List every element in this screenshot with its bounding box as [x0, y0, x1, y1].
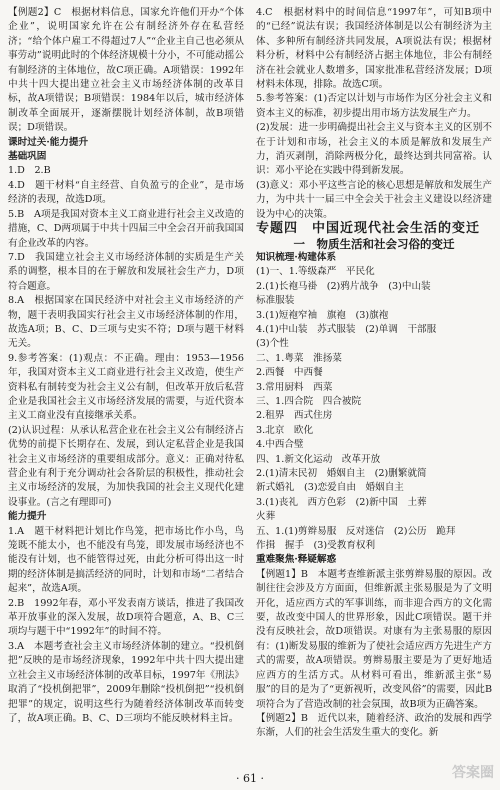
paragraph: 7.D 我国建立社会主义市场经济体制的实质是生产关系的调整，根本目的在于解放和发展社会生产力，D项符合题意。: [8, 251, 244, 292]
outline-line: (3)个性: [256, 338, 289, 350]
paragraph: 1.D 2.B: [8, 165, 51, 177]
outline-line: 三、1.四合院 四合被院: [256, 395, 362, 407]
outline-line: 火葬: [256, 511, 276, 523]
outline-line: 2.租界 西式住房: [256, 410, 333, 422]
outline-line: 2.(1)长袍马褂 (2)鸦片战争 (3)中山装: [256, 280, 431, 292]
section-heading: 重难聚焦·释疑解惑: [256, 554, 337, 566]
outline-line: 四、1.新文化运动 改革开放: [256, 453, 381, 465]
paragraph: 【例题1】B 本题考查维新派主张剪辫易服的原因。改制往往会涉及方方面面，但维新派主张易服是为了文明开化，适应西方式的军事训练，而非迎合西方的文化需要，故改变中国人的世界形象，因此C项错误。题干并没有反映社会，故D项错误。对康有为主张易服的原因有：(1)断发易服的维新为了使社会适应西方先进生产方式的需要，故A项错误。剪辫易服主要是为了更好地适应西方的生活方式。从材料可看出，维新派主张“易服”的目的是为了“更新视听，改变风俗”的需要，因此B项符合为了营造改制的社会氛围，故B项为正确答案。: [256, 568, 492, 710]
outline-line: (1)一、1.等级森严 平民化: [256, 266, 375, 278]
paragraph: 【例题2】B 近代以来，随着经济、政治的发展和西学东渐，人们的社会生活发生重大的变化。新: [256, 712, 492, 739]
left-column: [8, 6, 244, 726]
paragraph: 8.A 根据国家在国民经济中对社会主义市场经济的产物，题干表明我国实行社会主义市场经济体制的作用，故选A项；B、C、D三项与史实不符；D项与题干材料无关。: [8, 295, 244, 350]
outline-line: 作揖 握手 (3)受教育权利: [256, 540, 376, 552]
right-column: [256, 6, 492, 741]
outline-line: 3.(1)丧礼 西方色彩 (2)新中国 土葬: [256, 496, 427, 508]
outline-line: 3.(1)短袍窄袖 旗袍 (3)旗袍: [256, 309, 389, 321]
outline-line: 4.(1)中山装 苏式服装 (2)单调 干部服: [256, 323, 437, 335]
outline-line: 标准服装: [256, 295, 295, 307]
lesson-heading: 一 物质生活和社会习俗的变迁: [293, 236, 455, 251]
paragraph: 【例题2】C 根据材料信息，国家允许他们开办“个体企业”，说明国家允许在公有制经济外存在私营经济；“给个体户雇工不得超过7人”“企业主自己也必须从事劳动”说明此时的个体经济规模十分小，不可能动摇公有制经济的主体地位，故C项正确。A项错误：1992年中共十四大提出建立社会主义市场经济体制的改革目标，故A项错误；B项错误：1984年以后，城市经济体制改革全面展开，逐渐摆脱计划经济体制，故B项错误；D项错误。: [8, 7, 244, 134]
outline-line: 2.(1)清末民初 婚姻自主 (2)删繁就简: [256, 468, 427, 479]
paragraph: 4.C 根据材料中的时间信息“1997年”，可知B项中的“已经”说法有误；我国经济体制是以公有制经济为主体、多种所有制经济共同发展，A项说法有误；根据材料分析，材料中公有制经济占据主体地位，非公有制经济在社会就业人数增多，国家批准私营经济发展；D项材料未体现，排除。故选C项。: [256, 7, 492, 91]
topic-heading: 专题四 中国近现代社会生活的变迁: [256, 221, 481, 237]
subsection-heading: 能力提升: [8, 511, 47, 523]
paragraph: 5.参考答案：(1)否定以计划与市场作为区分社会主义和资本主义的标准，初步提出用市场方法发展生产力。: [256, 93, 492, 119]
section-heading: 知识梳理·构建体系: [256, 251, 337, 263]
outline-line: 五、1.(1)剪辫易服 反对迷信 (2)公历 跪拜: [256, 525, 456, 537]
outline-line: 3.常用厨料 西菜: [256, 381, 333, 393]
paragraph: 5.B A项是我国对资本主义工商业进行社会主义改造的措施，C、D两项属于中共十四届三中全会召开前我国国有企业改革的内容。: [8, 208, 244, 249]
outline-line: 二、1.粤菜 淮扬菜: [256, 352, 342, 364]
watermark-logo: 答案圈: [452, 765, 494, 781]
outline-line: 3.北京 欧化: [256, 424, 314, 436]
paragraph: 9.参考答案：(1)观点：不正确。理由：1953—1956年，我国对资本主义工商业进行社会主义改造，使生产资料私有制转变为社会主义公有制，但改革开放后私营企业是我国社会主义市场经济发展的需要，与近代资本主义工商业没有直接继承关系。: [8, 352, 244, 422]
section-heading: 课时过关·能力提升: [8, 136, 89, 148]
subsection-heading: 基础巩固: [8, 151, 47, 163]
paragraph: 1.A 题干材料把计划比作鸟笼，把市场比作小鸟，鸟笼既不能太小，也不能没有鸟笼，即发展市场经济也不能没有计划，也不能管得过死，由此分析可得出这一时期的经济体制是搞活经济的同时，计划和市场“二者结合起来”，故选A项。: [8, 525, 244, 595]
paragraph: 2.B 1992年春，邓小平发表南方谈话，推进了我国改革开放事业的深入发展，故D项符合题意，A、B、C三项均与题干中“1992年”的时间不符。: [8, 597, 244, 638]
outline-line: 新式婚礼 (3)恋爱自由 婚姻自主: [256, 482, 404, 494]
page-number: · 61 ·: [236, 772, 264, 785]
paragraph: (2)发展：进一步明确提出社会主义与资本主义的区别不在于计划和市场，社会主义的本质是解放和发展生产力，消灭剥削，消除两极分化，最终达到共同富裕。认识：邓小平论在实践中得到新发展。: [256, 122, 492, 177]
paragraph: 3.A 本题考查社会主义市场经济体制的建立。“投机倒把”反映的是市场经济现象，1992年中共十四大提出建立社会主义市场经济体制的改革目标，1997年《刑法》取消了“投机倒把罪”，2009年删除“投机倒把”“投机倒把罪”的规定，说明这些行为随着经济体制改革而转变了，故A项正确。B、C、D三项均不能反映材料主旨。: [8, 640, 244, 724]
knowledge-outline: [256, 265, 492, 553]
paragraph: (3)意义：邓小平这些言论的核心思想是解放和发展生产力，为中共十一届三中全会关于社会主义建设以经济建设为中心的决策。: [256, 179, 492, 220]
paragraph: (2)认识过程：从承认私营企业在社会主义公有制经济占优势的前提下长期存在、发展，到认定私营企业是我国社会主义市场经济的重要组成部分。意义：正确对待私营企业有利于充分调动社会各阶层的积极性，推动社会主义市场经济的发展，为加快我国的社会主义现代化建设事业。(言之有理即可): [8, 424, 244, 508]
paragraph: 4.D 题干材料“自主经营、自负盈亏的企业”，是市场经济的表现，故选D项。: [8, 179, 244, 206]
outline-line: 4.中西合璧: [256, 439, 304, 451]
outline-line: 2.西餐 中西餐: [256, 367, 323, 379]
